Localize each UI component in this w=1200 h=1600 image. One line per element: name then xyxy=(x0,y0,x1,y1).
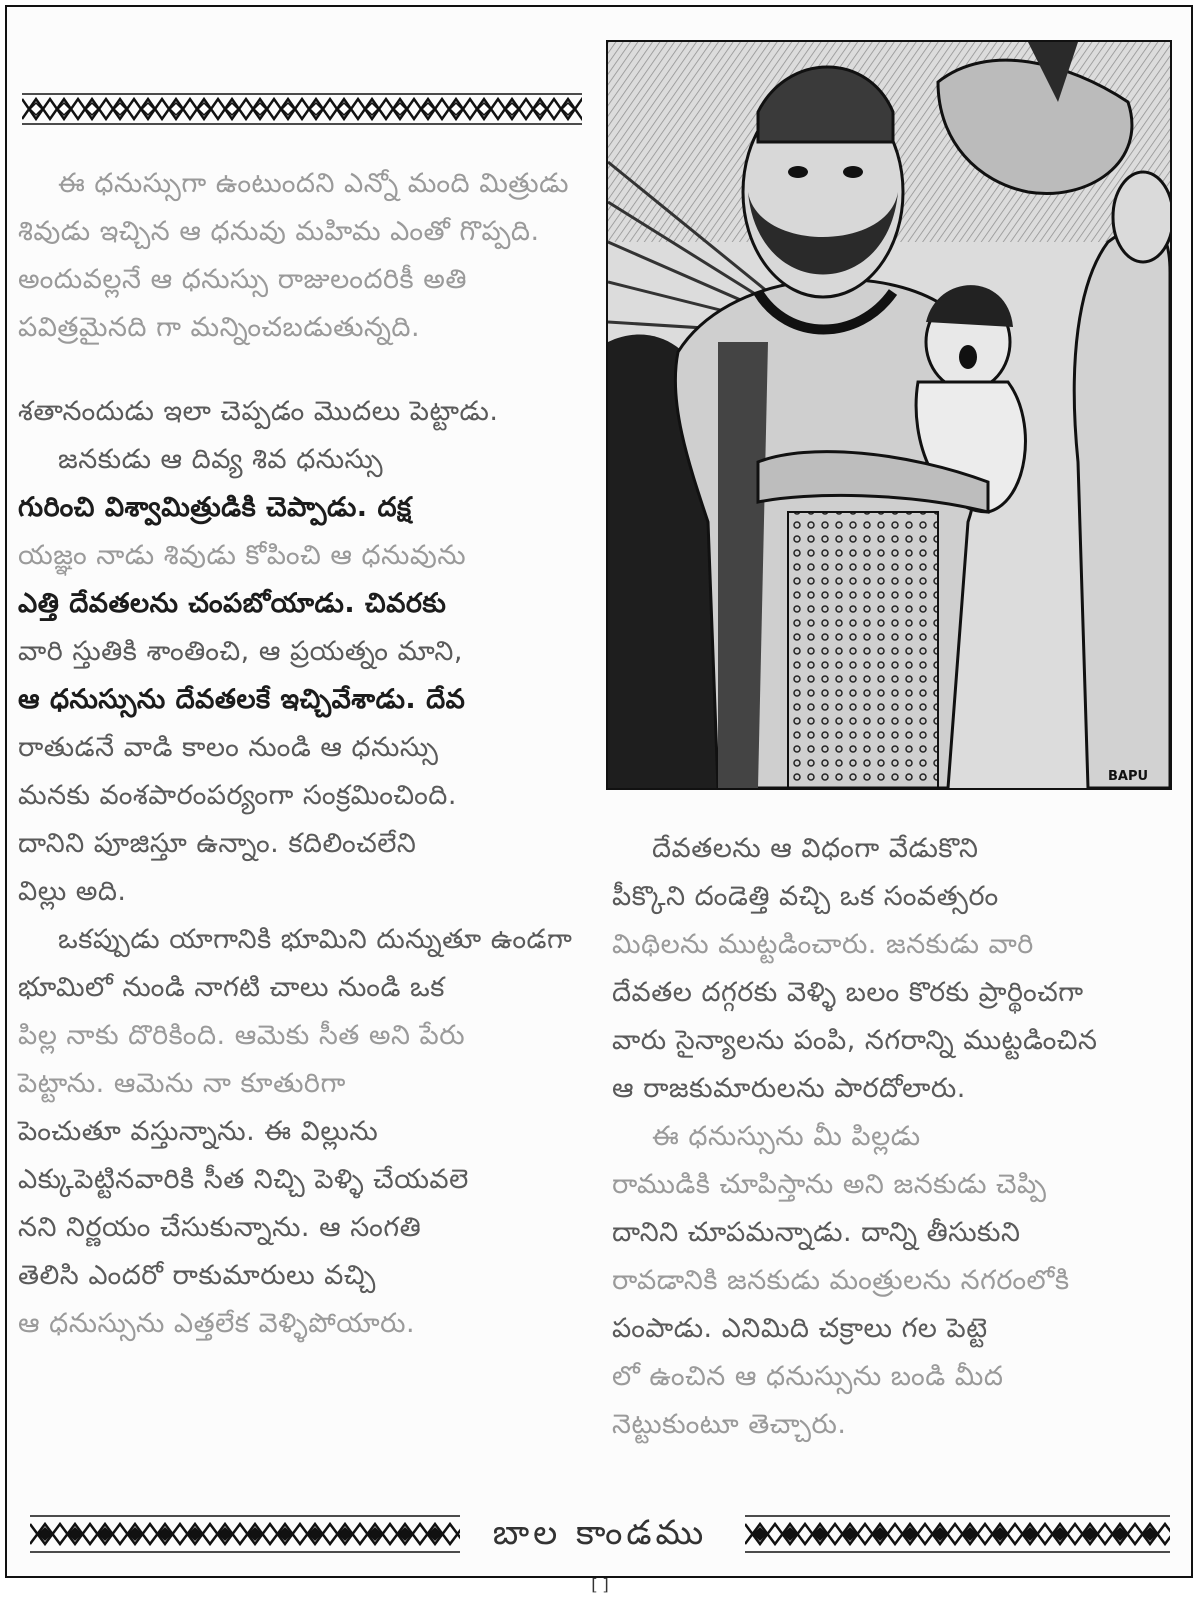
text-line: పంపాడు. ఎనిమిది చక్రాలు గల పెట్టె xyxy=(612,1313,988,1344)
text-line: పెట్టాను. ఆమెను నా కూతురిగా xyxy=(18,1068,346,1099)
text-line: నెట్టుకుంటూ తెచ్చారు. xyxy=(612,1409,847,1440)
text-line: దేవతలను ఆ విధంగా వేడుకొని xyxy=(652,833,979,864)
text-line: ఈ ధనుస్సును మీ పిల్లడు xyxy=(652,1121,921,1152)
text-line: పీక్కొని దండెత్తి వచ్చి ఒక సంవత్సరం xyxy=(612,881,999,912)
garment-pattern xyxy=(788,512,938,788)
text-line: పెంచుతూ వస్తున్నాను. ఈ విల్లును xyxy=(18,1116,379,1147)
text-line: జనకుడు ఆ దివ్య శివ ధనుస్సు xyxy=(58,444,384,475)
footer-ornament-left xyxy=(30,1514,460,1554)
text-line: రాముడికి చూపిస్తాను అని జనకుడు చెప్పి xyxy=(612,1169,1047,1200)
paragraph-gap xyxy=(18,352,590,388)
text-line: ఈ ధనుస్సుగా ఉంటుందని ఎన్నో మంది మిత్రుడు xyxy=(58,168,569,199)
footer-ornament-right xyxy=(745,1514,1170,1554)
text-line: వారు సైన్యాలను పంపి, నగరాన్ని ముట్టడించిన xyxy=(612,1025,1098,1056)
text-line: ఆ ధనుస్సును ఎత్తలేక వెళ్ళిపోయారు. xyxy=(18,1308,416,1339)
top-ornament-border xyxy=(22,92,582,126)
text-line: విల్లు అది. xyxy=(18,876,127,907)
text-line: ఆ ధనుస్సును దేవతలకే ఇచ్చివేశాడు. దేవ xyxy=(18,684,466,715)
right-figure xyxy=(1074,225,1170,788)
text-line: దేవతల దగ్గరకు వెళ్ళి బలం కొరకు ప్రార్థించగా xyxy=(612,977,1084,1008)
page-number: [ ] xyxy=(591,1575,609,1594)
text-line: ఎక్కుపెట్టినవారికి సీత నిచ్చి పెళ్ళి చేయవలె xyxy=(18,1164,469,1195)
text-line: మనకు వంశపారంపర్యంగా సంక్రమించింది. xyxy=(18,780,457,811)
story-illustration xyxy=(606,40,1172,790)
text-line: శివుడు ఇచ్చిన ఆ ధనువు మహిమ ఎంతో గొప్పది. xyxy=(18,216,540,247)
text-line: ఎత్తి దేవతలను చంపబోయాడు. చివరకు xyxy=(18,588,447,619)
text-line: రావడానికి జనకుడు మంత్రులను నగరంలోకి xyxy=(612,1265,1070,1296)
text-line: అందువల్లనే ఆ ధనుస్సు రాజులందరికీ అతి xyxy=(18,264,467,295)
text-line: వారి స్తుతికి శాంతించి, ఆ ప్రయత్నం మాని, xyxy=(18,636,463,667)
text-line: భూమిలో నుండి నాగటి చాలు నుండి ఒక xyxy=(18,972,445,1003)
text-line: లో ఉంచిన ఆ ధనుస్సును బండి మీద xyxy=(612,1361,1004,1392)
text-line: ఒకప్పుడు యాగానికి భూమిని దున్నుతూ ఉండగా xyxy=(58,924,573,955)
text-line: పిల్ల నాకు దొరికింది. ఆమెకు సీత అని పేరు xyxy=(18,1020,466,1051)
text-line: యజ్ఞం నాడు శివుడు కోపించి ఆ ధనువును xyxy=(18,540,467,571)
text-line: దానిని చూపమన్నాడు. దాన్ని తీసుకుని xyxy=(612,1217,1021,1248)
text-line: దానిని పూజిస్తూ ఉన్నాం. కదిలించలేని xyxy=(18,828,417,859)
text-line: తెలిసి ఎందరో రాకుమారులు వచ్చి xyxy=(18,1260,376,1291)
text-line: నని నిర్ణయం చేసుకున్నాను. ఆ సంగతి xyxy=(18,1212,422,1243)
text-line: గురించి విశ్వామిత్రుడికి చెప్పాడు. దక్ష xyxy=(18,492,412,523)
text-line: పవిత్రమైనది గా మన్నించబడుతున్నది. xyxy=(18,312,421,343)
right-text-column xyxy=(612,825,1184,1465)
left-text-column xyxy=(18,160,590,1460)
illustrator-signature: BAPU xyxy=(1107,769,1149,784)
text-line: ఆ రాజకుమారులను పారదోలారు. xyxy=(612,1073,966,1104)
text-line: శతానందుడు ఇలా చెప్పడం మొదలు పెట్టాడు. xyxy=(18,396,499,427)
text-line: మిథిలను ముట్టడించారు. జనకుడు వారి xyxy=(612,929,1034,960)
footer-title: బాల కాండము xyxy=(492,1513,708,1553)
text-line: రాతుడనే వాడి కాలం నుండి ఆ ధనుస్సు xyxy=(18,732,439,763)
